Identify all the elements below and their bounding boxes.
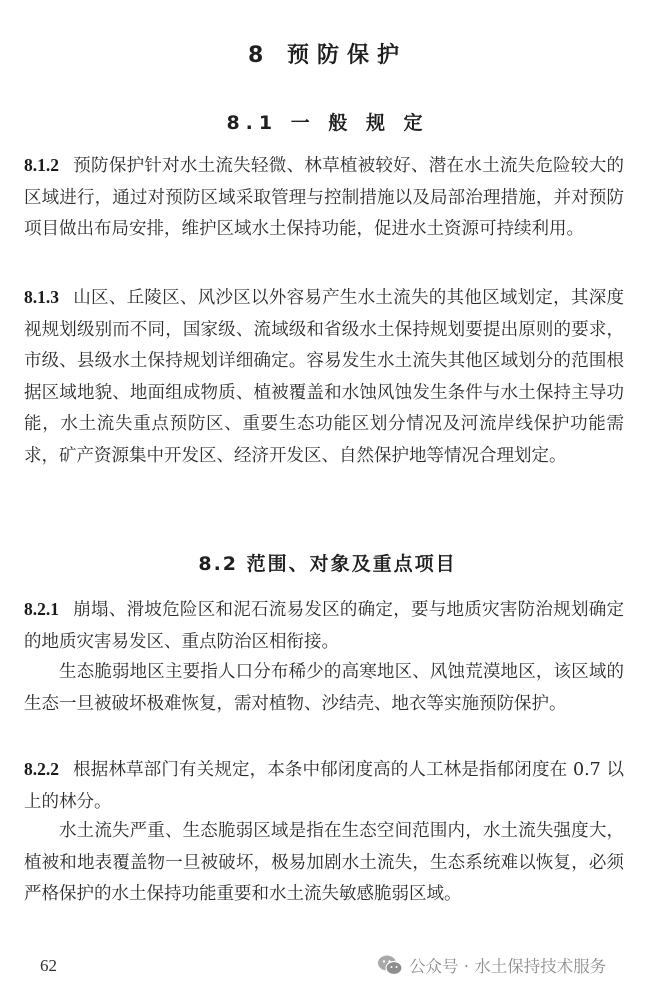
watermark-text: 公众号 · 水土保持技术服务 (409, 957, 607, 976)
watermark (377, 953, 606, 977)
clause-number: 8.1.3 (24, 287, 59, 307)
clause-8-1-3 (24, 282, 624, 472)
clause-text: 预防保护针对水土流失轻微、林草植被较好、潜在水土流失危险较大的区域进行，通过对预防区域采取管理与控制措施以及局部治理措施，并对预防项目做出布局安排，维护区域水土保持功能，促进水土资源可持续利用。 (24, 156, 624, 239)
clause-8-2-2-continued: 水土流失严重、生态脆弱区域是指在生态空间范围内，水土流失强度大，植被和地表覆盖物一旦被破坏，极易加剧水土流失，生态系统难以恢复，必须严格保护的水土保持功能重要和水土流失敏感脆弱区域。 (24, 821, 624, 904)
clause-8-2-1-continued: 生态脆弱地区主要指人口分布稀少的高寒地区、风蚀荒漠地区，该区域的生态一旦被破坏极难恢复，需对植物、沙结壳、地衣等实施预防保护。 (24, 662, 624, 714)
clause-number: 8.1.2 (24, 155, 59, 175)
wechat-icon (377, 955, 403, 975)
section-title-8-2: 8.2 范围、对象及重点项目 (198, 553, 457, 575)
clause-8-2-2 (24, 754, 624, 818)
section-title-8-1: 8.1 一 般 规 定 (226, 112, 429, 134)
clause-number: 8.2.1 (24, 599, 59, 619)
page-number: 62 (40, 956, 57, 975)
chapter-title: 8 预防保护 (248, 43, 407, 68)
clause-text: 根据林草部门有关规定，本条中郁闭度高的人工林是指郁闭度在 0.7 以上的林分。 (24, 760, 624, 812)
clause-8-2-1 (24, 594, 624, 658)
clause-text: 山区、丘陵区、风沙区以外容易产生水土流失的其他区域划定，其深度视规划级别而不同，国家级、流域级和省级水土保持规划要提出原则的要求，市级、县级水土保持规划详细确定。容易发生水土流失其他区域划分的范围根据区域地貌、地面组成物质、植被覆盖和水蚀风蚀发生条件与水土保持主导功能，水土流失重点预防区、重要生态功能区划分情况及河流岸线保护功能需求，矿产资源集中开发区、经济开发区、自然保护地等情况合理划定。 (24, 288, 624, 466)
clause-text: 崩塌、滑坡危险区和泥石流易发区的确定，要与地质灾害防治规划确定的地质灾害易发区、重点防治区相衔接。 (24, 600, 624, 652)
clause-8-1-2 (24, 150, 624, 246)
clause-number: 8.2.2 (24, 759, 59, 779)
